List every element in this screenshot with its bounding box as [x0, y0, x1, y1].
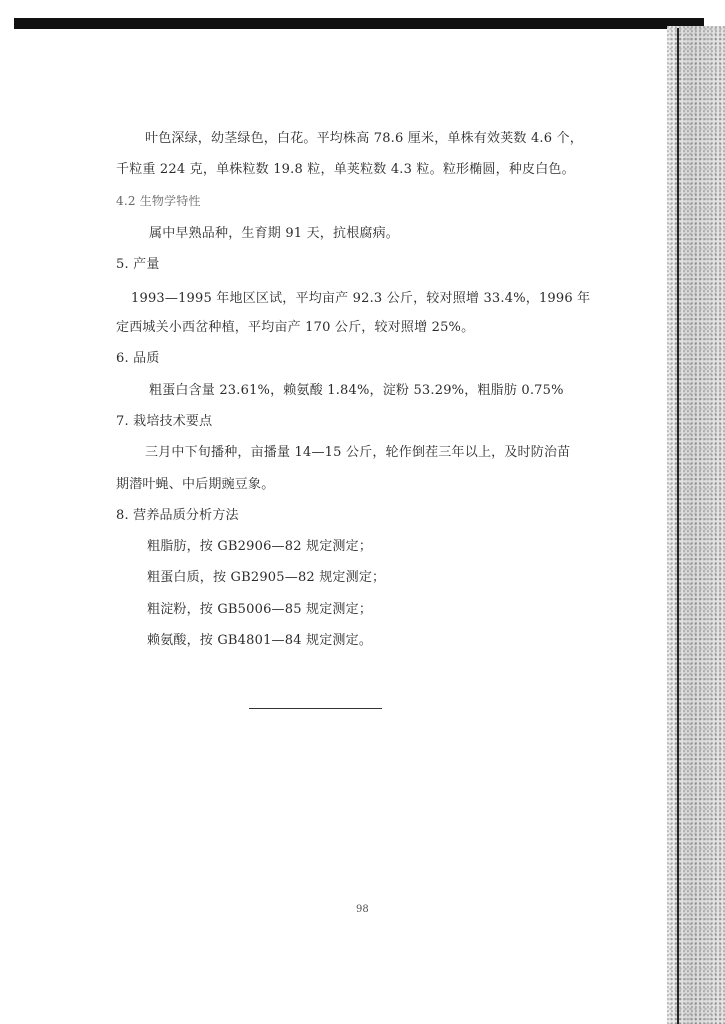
method-line-1: 粗脂肪，按 GB2906—82 规定测定； [147, 539, 373, 554]
section-heading-7: 7. 栽培技术要点 [116, 414, 213, 429]
paragraph-line-8: 期潜叶蝇、中后期豌豆象。 [116, 477, 275, 492]
paragraph-line-2: 千粒重 224 克，单株粒数 19.8 粒，单荚粒数 4.3 粒。粒形椭圆，种皮白色。 [116, 162, 575, 177]
scan-right-edge-shadow [667, 26, 725, 1024]
method-line-3: 粗淀粉，按 GB5006—85 规定测定； [147, 602, 373, 617]
method-line-4: 赖氨酸，按 GB4801—84 规定测定。 [147, 633, 373, 648]
page-number: 98 [356, 904, 369, 915]
section-heading-8: 8. 营养品质分析方法 [116, 508, 239, 523]
scan-right-edge-line [677, 28, 679, 1024]
paragraph-line-5: 定西城关小西岔种植，平均亩产 170 公斤，较对照增 25%。 [116, 320, 475, 335]
section-heading-4-2: 4.2 生物学特性 [116, 194, 201, 208]
section-heading-5: 5. 产量 [116, 257, 160, 272]
end-rule [249, 708, 382, 709]
paragraph-line-1: 叶色深绿，幼茎绿色，白花。平均株高 78.6 厘米，单株有效荚数 4.6 个， [145, 131, 583, 146]
method-line-2: 粗蛋白质，按 GB2905—82 规定测定； [147, 570, 386, 585]
paragraph-line-3: 属中早熟品种，生育期 91 天，抗根腐病。 [149, 226, 400, 241]
paragraph-line-7: 三月中下旬播种，亩播量 14—15 公斤，轮作倒茬三年以上，及时防治苗 [145, 445, 571, 460]
section-heading-6: 6. 品质 [116, 351, 160, 366]
paragraph-line-6: 粗蛋白含量 23.61%，赖氨酸 1.84%，淀粉 53.29%，粗脂肪 0.75% [149, 383, 564, 398]
paragraph-line-4: 1993—1995 年地区区试，平均亩产 92.3 公斤，较对照增 33.4%，1996 年 [131, 291, 591, 306]
